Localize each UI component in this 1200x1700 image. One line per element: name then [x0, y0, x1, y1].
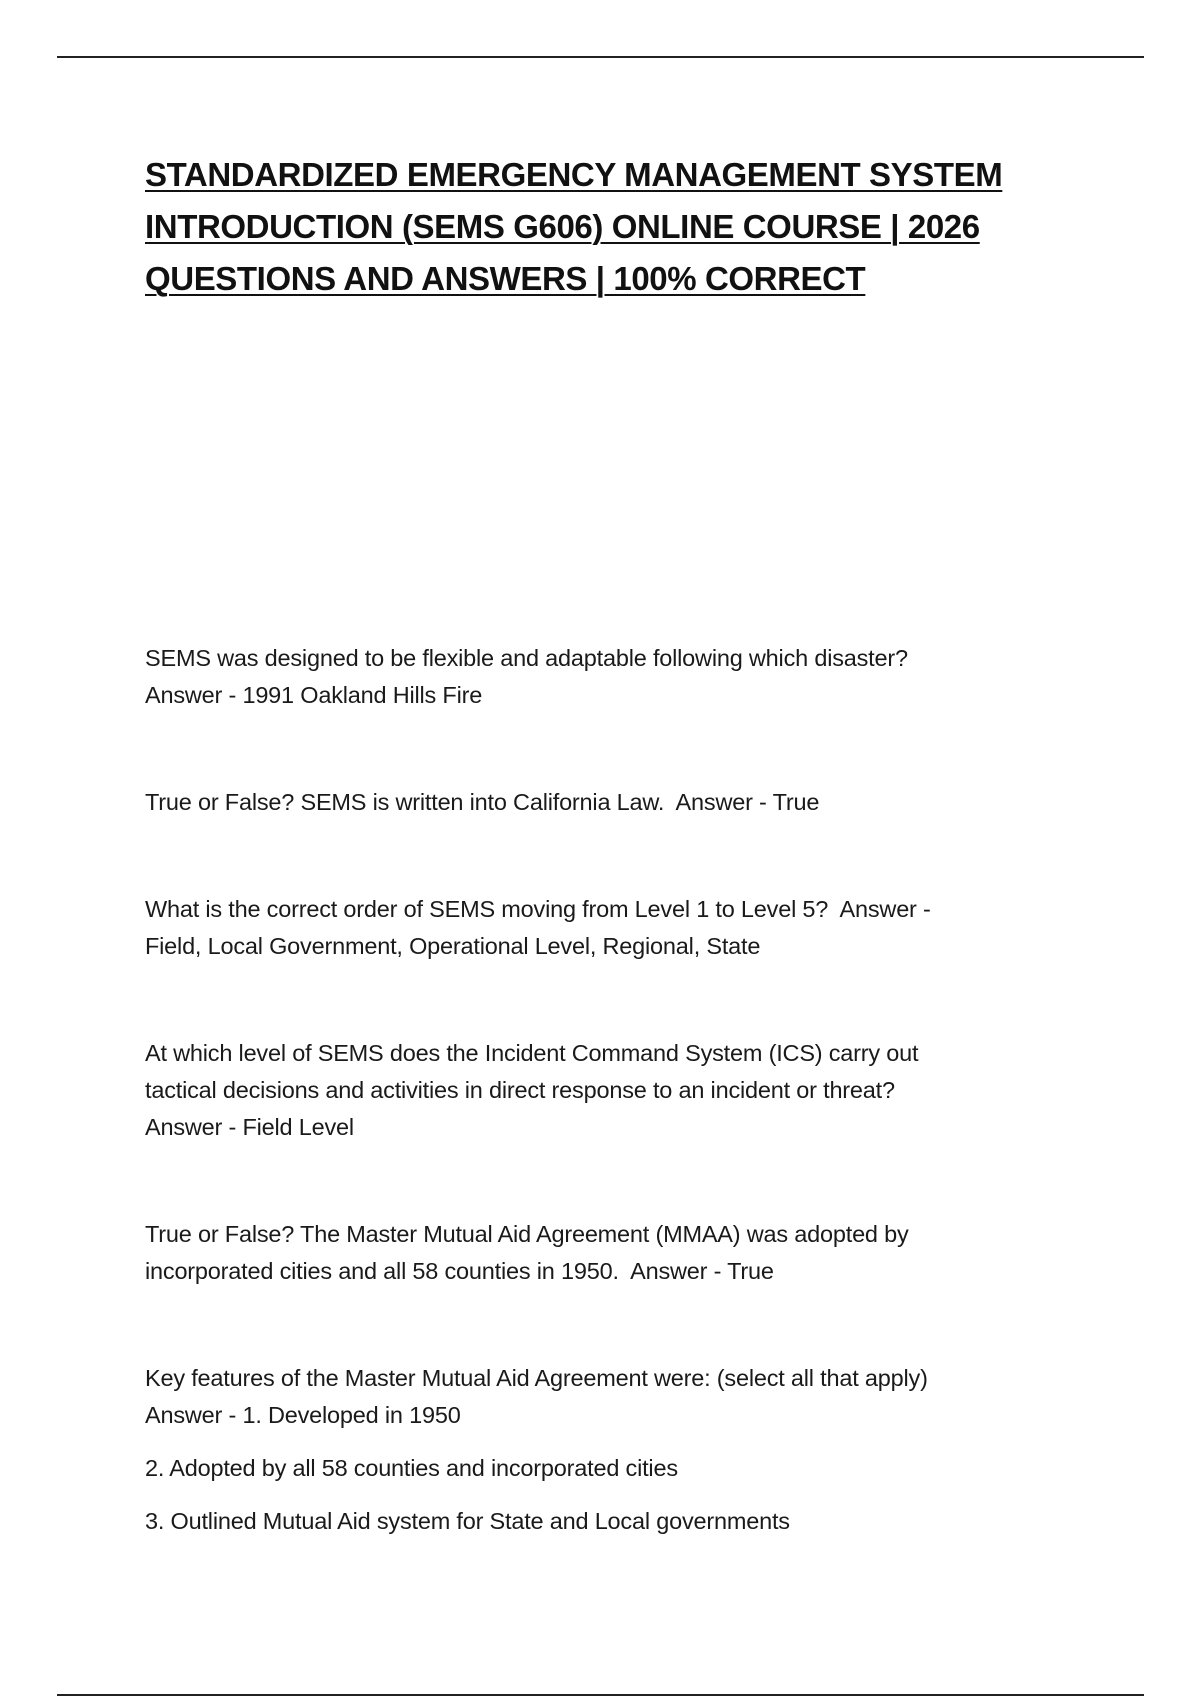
- qa-item-1: [145, 640, 1065, 714]
- qa-item-4: [145, 1035, 1065, 1146]
- header-divider: [57, 56, 1144, 58]
- qa-answer-point: 3. Outlined Mutual Aid system for State and Local governments: [145, 1508, 790, 1534]
- qa-text-line: Field, Local Government, Operational Level, Regional, State: [145, 933, 761, 959]
- qa-text-line: Key features of the Master Mutual Aid Agreement were: (select all that apply): [145, 1365, 928, 1391]
- qa-list: [145, 640, 1065, 1540]
- qa-text-line: True or False? The Master Mutual Aid Agreement (MMAA) was adopted by: [145, 1221, 909, 1247]
- qa-answer-point: 2. Adopted by all 58 counties and incorporated cities: [145, 1455, 678, 1481]
- qa-text-line: At which level of SEMS does the Incident Command System (ICS) carry out: [145, 1040, 919, 1066]
- page-title: STANDARDIZED EMERGENCY MANAGEMENT SYSTEM INTRODUCTION (SEMS G606) ONLINE COURSE | 2026 QUESTIONS AND ANSWERS | 100% CORRECT: [145, 156, 1003, 297]
- footer-divider: [57, 1694, 1144, 1696]
- qa-text-line: incorporated cities and all 58 counties in 1950. Answer - True: [145, 1258, 774, 1284]
- qa-text-line: What is the correct order of SEMS moving from Level 1 to Level 5? Answer -: [145, 896, 931, 922]
- qa-item-6: [145, 1360, 1065, 1540]
- qa-text-line: tactical decisions and activities in direct response to an incident or threat?: [145, 1077, 895, 1103]
- qa-text-line: Answer - 1. Developed in 1950: [145, 1402, 461, 1428]
- qa-item-5: [145, 1216, 1065, 1290]
- qa-text-line: Answer - Field Level: [145, 1114, 354, 1140]
- qa-item-2: [145, 784, 1065, 821]
- qa-text-line: SEMS was designed to be flexible and adaptable following which disaster?: [145, 645, 908, 671]
- qa-text-line: True or False? SEMS is written into California Law. Answer - True: [145, 789, 820, 815]
- qa-text-line: Answer - 1991 Oakland Hills Fire: [145, 682, 483, 708]
- qa-item-3: [145, 891, 1065, 965]
